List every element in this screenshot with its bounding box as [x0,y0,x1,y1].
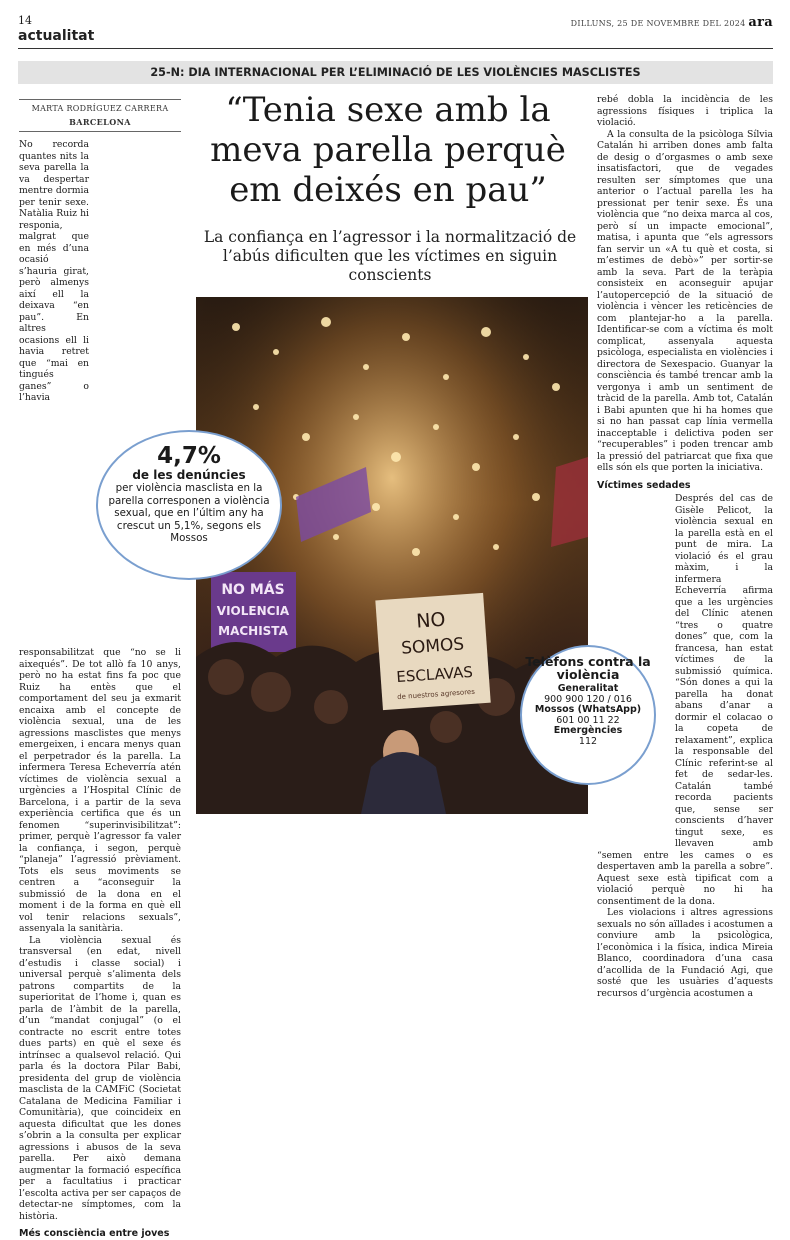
author-city: BARCELONA [69,117,131,127]
headline: “Tenia sexe amb la meva parella perquè em deixés en pau” [210,90,566,210]
issue-date: DILLUNS, 25 DE NOVEMBRE DEL 2024 [570,19,746,28]
subheadline: La confiança en l’agressor i la normalització de l’abús dificulten que les víctimes en siguin conscients [203,228,577,284]
stat-bubble [96,430,282,580]
subheading: Més consciència entre joves [19,1228,170,1239]
phones-title: Telèfons contra la violència [525,654,651,682]
phone-number: 112 [578,735,598,747]
byline-rule-bottom [19,131,181,132]
topic-banner: 25-N: DIA INTERNACIONAL PER L’ELIMINACIÓ DE LES VIOLÈNCIES MASCLISTES [18,61,773,84]
newspaper-logo: ara [748,15,773,30]
stat-value: 4,7% [157,443,221,469]
phone-number: 900 900 120 / 016 [544,693,632,705]
page-header [18,10,773,50]
paragraph: La violència sexual és transversal (en edat, nivell d’estudis i classe social) i universal perquè s’alimenta dels patrons compartits de la superioritat de l’home i, quan es parla de l’àmbit de la parella, d’un “mandat conjugal” (o el contracte no escrit entre totes dues parts) en què el sexe és intrínsec a qualsevol relació. Qui parla és la doctora Pilar Babi, presidenta del grup de violència masclista de la CAMFiC (Societat Catalana de Medicina Familiar i Comunitària), que coincideix en aquesta dificultat que les dones s’obrin a la consulta per explicar agressions i abusos de la seva parella. Per això demana augmentar la formació específica per a facultatius i practicar l’escolta activa per ser capaços de detectar-ne símptomes, com la història. [19,934,181,1222]
byline-rule-top [19,99,181,100]
paragraph: rebé dobla la incidència de les agressions físiques i triplica la violació. [597,94,773,128]
paragraph: No recorda quantes nits la seva parella la va despertar mentre dormia per tenir sexe. Natàlia Ruiz hi responia, malgrat que en més d’una ocasió s’hauria girat, però almenys així ell la deixava “en pau”. En altres ocasions ell li havia retret que “mai en tingués ganes” o l’havia responsabilitzat que “no se li aixequés”. De tot allò fa 10 anys, però no ha estat fins fa poc que Ruiz ha entès que el comportament del seu ja exmarit encaixa amb el concepte de violència sexual, una de les agressions masclistes que menys emergeixen, i encara menys quan el perpetrador és la parella. La infermera Teresa Echeverría atén víctimes de violència sexual a urgències a l’Hospital Clínic de Barcelona, i a partir de la seva experiència certifica que és un fenomen “superinvisibilitzat”: primer, perquè l’agressor fa valer la confiança, i segon, perquè “planeja” l’agressió prèviament. Tots els seus moviments se centren a “aconseguir la submissió de la dona en el moment i de la forma en què ell vol tenir relacions sexuals”, assenyala la sanitària. [19,139,181,934]
sign-center-line-2: SOMOS [400,634,465,659]
paragraph: A la consulta de la psicòloga Sílvia Catalán hi arriben dones amb falta de desig o d’orgasmes o amb sexe insatisfactori, que de vegades resulten ser símptomes que una anterior o l’actual parella les ha pressionat per tenir sexe. És una violència que “no deixa marca al cos, però sí un impacte emocional”, matisa, i apunta que “els agressors fan servir un «A tu què et costa, si m’estimes de debò»” per sortir-se amb la seva. Part de la teràpia consisteix en aconseguir apujar l’autopercepció de la situació de violència i vèncer les reticències de com plantejar-ho a la parella. Identificar-se com a víctima és molt complicat, assenyala aquesta psicòloga, especialista en violències i directora de Sexespacio. Guanyar la consciència és també trencar amb la vergonya i amb un sentiment de tràcid de la parella. Amb tot, Catalán i Babi apunten que hi ha homes que si no han passat cap línia vermella inacceptable i delictiva poden ser “recuperables” i poden trencar amb la pressió del patriarcat que fixa que ells són els que porten la iniciativa. [597,128,773,473]
paragraph: Després del cas de Gisèle Pelicot, la violència sexual en la parella està en el punt de mira. La violació és el grau màxim, i la infermera Echeverría afirma que a les urgències del Clínic atenen “tres o quatre dones” que, com la francesa, han estat víctimes de la submissió química. “Són dones a qui la parella ha donat abans d’anar a dormir el colacao o la copeta de relaxament”, explica la responsable del Clínic referint-se al fet de sedar-les. Catalán també recorda pacients que, sense ser conscients d’haver tingut sexe, es llevaven amb “semen entre les cames o es despertaven amb la parella a sobre”. Aquest sexe està tipificat com a violació perquè no hi ha consentiment de la dona. [597,493,773,907]
phone-number: 601 00 11 22 [556,714,620,726]
sign-left-line-3: MACHISTA [218,624,288,638]
page-number: 14 [18,14,32,27]
sign-center-line-3: ESCLAVAS [395,662,474,687]
paragraph: Les violacions i altres agressions sexuals no són aïllades i acostumen a conviure amb la psicològica, l’econòmica i la física, indica Mireia Blanco, coordinadora d’una casa d’acollida de la Fundació Agi, que sosté que les usuàries d’aquests recursos d’urgència acostumen a [597,907,773,999]
header-rule [18,48,773,49]
phone-label: Generalitat [557,683,619,694]
phone-label: Emergències [553,725,623,736]
dateline [571,15,773,30]
author-name: MARTA RODRÍGUEZ CARRERA [31,104,169,113]
sign-center-line-1: NO [415,608,447,633]
sign-left-line-1: NO MÁS [221,582,285,598]
subheading: Víctimes sedades [597,479,691,491]
sign-center-small: de nuestros agresores [396,687,476,702]
phones-bubble [520,645,656,785]
sign-left-line-2: VIOLENCIA [216,604,290,618]
phone-label: Mossos (WhatsApp) [534,704,642,715]
section-title: actualitat [18,28,95,44]
stat-text: per violència masclista en la parella corresponen a violència sexual, que en l’últim any ha crescut un 5,1%, segons els Mossos [108,482,270,544]
stat-label: de les denúncies [132,468,246,482]
